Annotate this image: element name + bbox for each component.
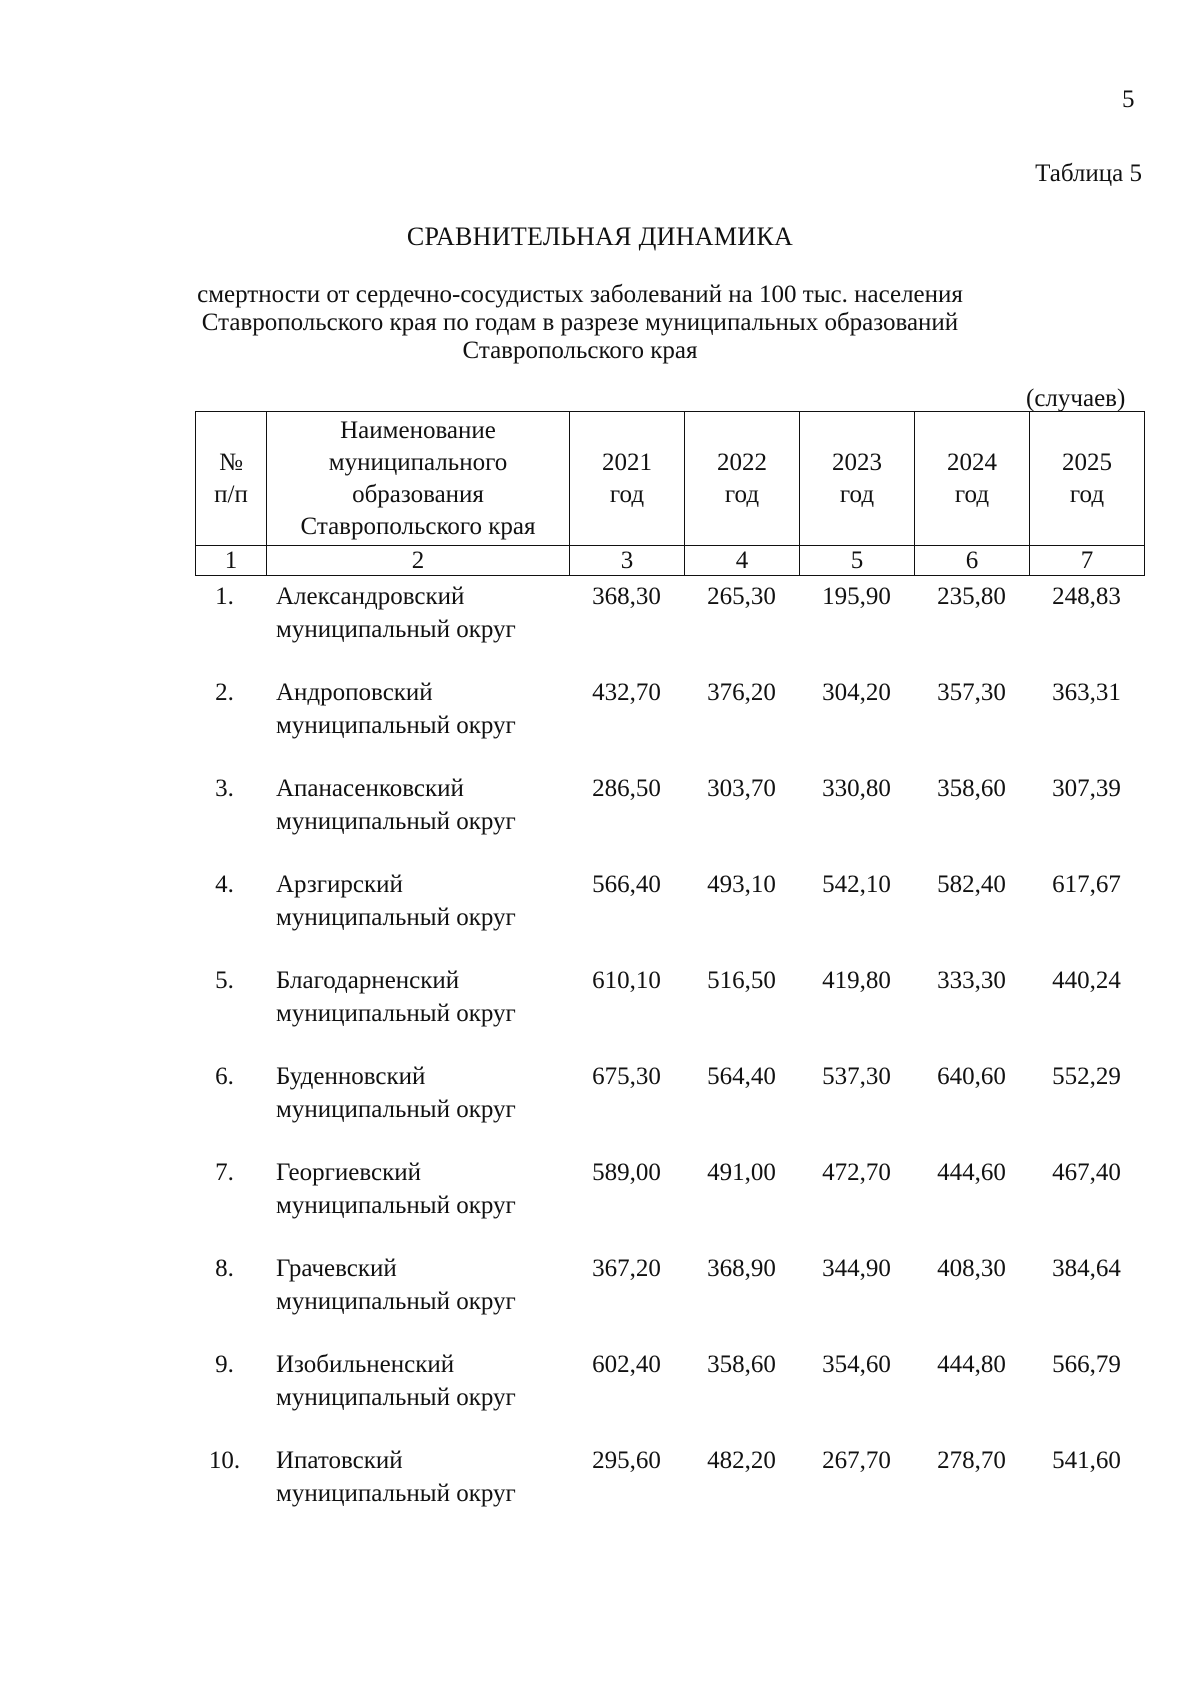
- row-number: 9.: [215, 1351, 234, 1378]
- value-cell: 640,60: [937, 1063, 1006, 1090]
- value-cell: 363,31: [1052, 679, 1121, 706]
- header-text: образования: [352, 480, 484, 508]
- value-cell: 493,10: [707, 871, 776, 898]
- municipality-name: Андроповский муниципальный округ: [276, 679, 516, 739]
- header-text: п/п: [214, 480, 248, 508]
- column-number: 6: [915, 546, 1030, 576]
- value-cell: 566,79: [1052, 1351, 1121, 1378]
- header-text: год: [724, 480, 760, 508]
- subtitle-line: Ставропольского края по годам в разрезе муниципальных образований: [201, 309, 959, 336]
- value-cell: 330,80: [822, 775, 891, 802]
- table-row: [195, 1060, 1144, 1156]
- header-text: 2023: [832, 448, 882, 476]
- header-year-2025: [1030, 412, 1145, 546]
- row-number: 6.: [215, 1063, 234, 1090]
- value-cell: 432,70: [592, 679, 661, 706]
- value-cell: 566,40: [592, 871, 661, 898]
- row-number: 7.: [215, 1159, 234, 1186]
- municipality-name: Грачевский муниципальный округ: [276, 1255, 516, 1315]
- value-cell: 419,80: [822, 967, 891, 994]
- header-text: 2025: [1062, 448, 1112, 476]
- municipality-name: Ипатовский муниципальный округ: [276, 1447, 516, 1507]
- header-text: Ставропольского края: [300, 512, 536, 540]
- header-year-2024: [915, 412, 1030, 546]
- table-row: [195, 1252, 1144, 1348]
- header-number-column: [196, 412, 267, 546]
- value-cell: 195,90: [822, 583, 891, 610]
- header-text: год: [839, 480, 875, 508]
- value-cell: 602,40: [592, 1351, 661, 1378]
- row-number: 5.: [215, 967, 234, 994]
- value-cell: 278,70: [937, 1447, 1006, 1474]
- municipality-name: Апанасенковский муниципальный округ: [276, 775, 516, 835]
- row-number: 8.: [215, 1255, 234, 1282]
- header-name-column: [267, 412, 570, 546]
- value-cell: 552,29: [1052, 1063, 1121, 1090]
- value-cell: 541,60: [1052, 1447, 1121, 1474]
- table-row: [195, 676, 1144, 772]
- row-number: 2.: [215, 679, 234, 706]
- value-cell: 408,30: [937, 1255, 1006, 1282]
- value-cell: 444,80: [937, 1351, 1006, 1378]
- value-cell: 384,64: [1052, 1255, 1121, 1282]
- subtitle-line: смертности от сердечно-сосудистых заболеваний на 100 тыс. населения: [197, 281, 963, 308]
- row-number: 3.: [215, 775, 234, 802]
- value-cell: 368,30: [592, 583, 661, 610]
- table-row: [195, 1348, 1144, 1444]
- municipality-name: Благодарненский муниципальный округ: [276, 967, 516, 1027]
- document-title: СРАВНИТЕЛЬНАЯ ДИНАМИКА: [406, 222, 794, 251]
- value-cell: 358,60: [937, 775, 1006, 802]
- municipality-name: Александровский муниципальный округ: [276, 583, 516, 643]
- table-row: [195, 868, 1144, 964]
- column-number: 7: [1030, 546, 1145, 576]
- value-cell: 267,70: [822, 1447, 891, 1474]
- header-year-2021: [570, 412, 685, 546]
- value-cell: 617,67: [1052, 871, 1121, 898]
- header-text: 2021: [602, 448, 652, 476]
- value-cell: 265,30: [707, 583, 776, 610]
- column-number: 3: [570, 546, 685, 576]
- value-cell: 367,20: [592, 1255, 661, 1282]
- table-row: [195, 964, 1144, 1060]
- header-text: 2024: [947, 448, 997, 476]
- header-text: Наименование: [340, 416, 496, 444]
- value-cell: 358,60: [707, 1351, 776, 1378]
- value-cell: 542,10: [822, 871, 891, 898]
- value-cell: 333,30: [937, 967, 1006, 994]
- header-text: год: [609, 480, 645, 508]
- municipality-name: Арзгирский муниципальный округ: [276, 871, 516, 931]
- header-text: год: [954, 480, 990, 508]
- page-number: 5: [1122, 86, 1135, 113]
- row-number: 1.: [215, 583, 234, 610]
- value-cell: 516,50: [707, 967, 776, 994]
- municipality-name: Буденновский муниципальный округ: [276, 1063, 516, 1123]
- header-year-2023: [800, 412, 915, 546]
- header-year-2022: [685, 412, 800, 546]
- header-text: год: [1069, 480, 1105, 508]
- value-cell: 610,10: [592, 967, 661, 994]
- column-number: 2: [267, 546, 570, 576]
- value-cell: 248,83: [1052, 583, 1121, 610]
- row-number: 10.: [208, 1447, 241, 1474]
- value-cell: 235,80: [937, 583, 1006, 610]
- value-cell: 295,60: [592, 1447, 661, 1474]
- value-cell: 472,70: [822, 1159, 891, 1186]
- municipality-name: Георгиевский муниципальный округ: [276, 1159, 516, 1219]
- municipality-name: Изобильненский муниципальный округ: [276, 1351, 516, 1411]
- table-body: [195, 580, 1144, 1540]
- table-row: [195, 772, 1144, 868]
- table-label: Таблица 5: [1035, 160, 1142, 187]
- value-cell: 376,20: [707, 679, 776, 706]
- header-text: №: [219, 448, 243, 476]
- value-cell: 564,40: [707, 1063, 776, 1090]
- value-cell: 286,50: [592, 775, 661, 802]
- value-cell: 467,40: [1052, 1159, 1121, 1186]
- column-number: 4: [685, 546, 800, 576]
- value-cell: 675,30: [592, 1063, 661, 1090]
- row-number: 4.: [215, 871, 234, 898]
- value-cell: 357,30: [937, 679, 1006, 706]
- value-cell: 537,30: [822, 1063, 891, 1090]
- value-cell: 344,90: [822, 1255, 891, 1282]
- table-row: [195, 580, 1144, 676]
- value-cell: 354,60: [822, 1351, 891, 1378]
- column-number: 5: [800, 546, 915, 576]
- value-cell: 368,90: [707, 1255, 776, 1282]
- units-label: (случаев): [1026, 385, 1126, 412]
- value-cell: 304,20: [822, 679, 891, 706]
- value-cell: 440,24: [1052, 967, 1121, 994]
- value-cell: 307,39: [1052, 775, 1121, 802]
- column-number: 1: [196, 546, 267, 576]
- document-subtitle: [160, 281, 1000, 365]
- subtitle-line: Ставропольского края: [462, 337, 698, 364]
- value-cell: 303,70: [707, 775, 776, 802]
- table-row: [195, 1156, 1144, 1252]
- table-header: [195, 411, 1145, 576]
- header-text: 2022: [717, 448, 767, 476]
- value-cell: 491,00: [707, 1159, 776, 1186]
- value-cell: 589,00: [592, 1159, 661, 1186]
- value-cell: 444,60: [937, 1159, 1006, 1186]
- table-row: [195, 1444, 1144, 1540]
- header-text: муниципального: [328, 448, 508, 476]
- value-cell: 482,20: [707, 1447, 776, 1474]
- value-cell: 582,40: [937, 871, 1006, 898]
